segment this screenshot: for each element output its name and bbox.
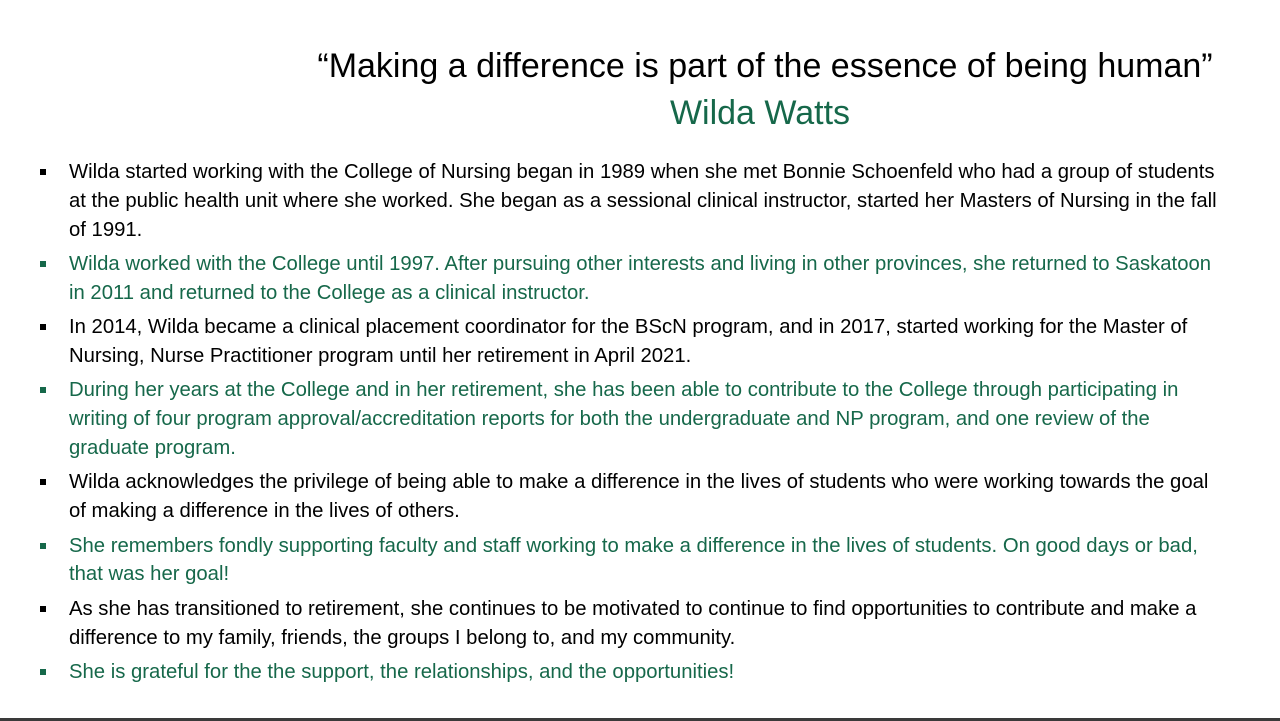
bullet-text: She is grateful for the the support, the relationships, and the opportunities! xyxy=(69,660,735,683)
bullet-item xyxy=(38,313,1228,371)
bullet-text: She remembers fondly supporting faculty and staff working to make a difference in the lives of students. On good days or bad, that was her goal! xyxy=(69,534,1198,586)
quote-title: “Making a difference is part of the essence of being human” xyxy=(317,47,1213,85)
bullet-item xyxy=(38,532,1228,590)
square-bullet-icon xyxy=(40,606,46,612)
bullet-item xyxy=(38,658,1228,687)
bullet-item xyxy=(38,376,1228,462)
bullet-text: Wilda acknowledges the privilege of being able to make a difference in the lives of students who were working towards the goal of making a difference in the lives of others. xyxy=(69,471,1209,523)
bullet-item xyxy=(38,158,1228,244)
bullet-text: Wilda started working with the College of Nursing began in 1989 when she met Bonnie Schoenfeld who had a group of students at the public health unit where she worked. She began as a sessional clinical instructor, started her Masters of Nursing in the fall of 1991. xyxy=(69,161,1217,241)
bullet-text: As she has transitioned to retirement, she continues to be motivated to continue to find opportunities to contribute and make a difference to my family, friends, the groups I belong to, and my community. xyxy=(69,597,1197,649)
square-bullet-icon xyxy=(40,387,46,393)
bullet-text: In 2014, Wilda became a clinical placement coordinator for the BScN program, and in 2017, started working for the Master of Nursing, Nurse Practitioner program until her retirement in April 2021. xyxy=(69,316,1188,367)
bullet-item xyxy=(38,250,1228,308)
bullet-item xyxy=(38,468,1228,526)
bullet-text: Wilda worked with the College until 1997. After pursuing other interests and living in other provinces, she returned to Saskatoon in 2011 and returned to the College as a clinical instructor. xyxy=(69,252,1212,304)
square-bullet-icon xyxy=(40,669,46,675)
quote-author: Wilda Watts xyxy=(669,94,851,132)
bullet-list xyxy=(38,158,1228,692)
square-bullet-icon xyxy=(40,543,46,549)
square-bullet-icon xyxy=(40,261,46,267)
bullet-text: During her years at the College and in her retirement, she has been able to contribute to the College through participating in writing of four program approval/accreditation reports for both the undergraduate and NP program, and one review of the graduate program. xyxy=(69,379,1179,459)
square-bullet-icon xyxy=(40,479,46,485)
bullet-item xyxy=(38,595,1228,653)
square-bullet-icon xyxy=(40,324,46,330)
square-bullet-icon xyxy=(40,169,46,175)
